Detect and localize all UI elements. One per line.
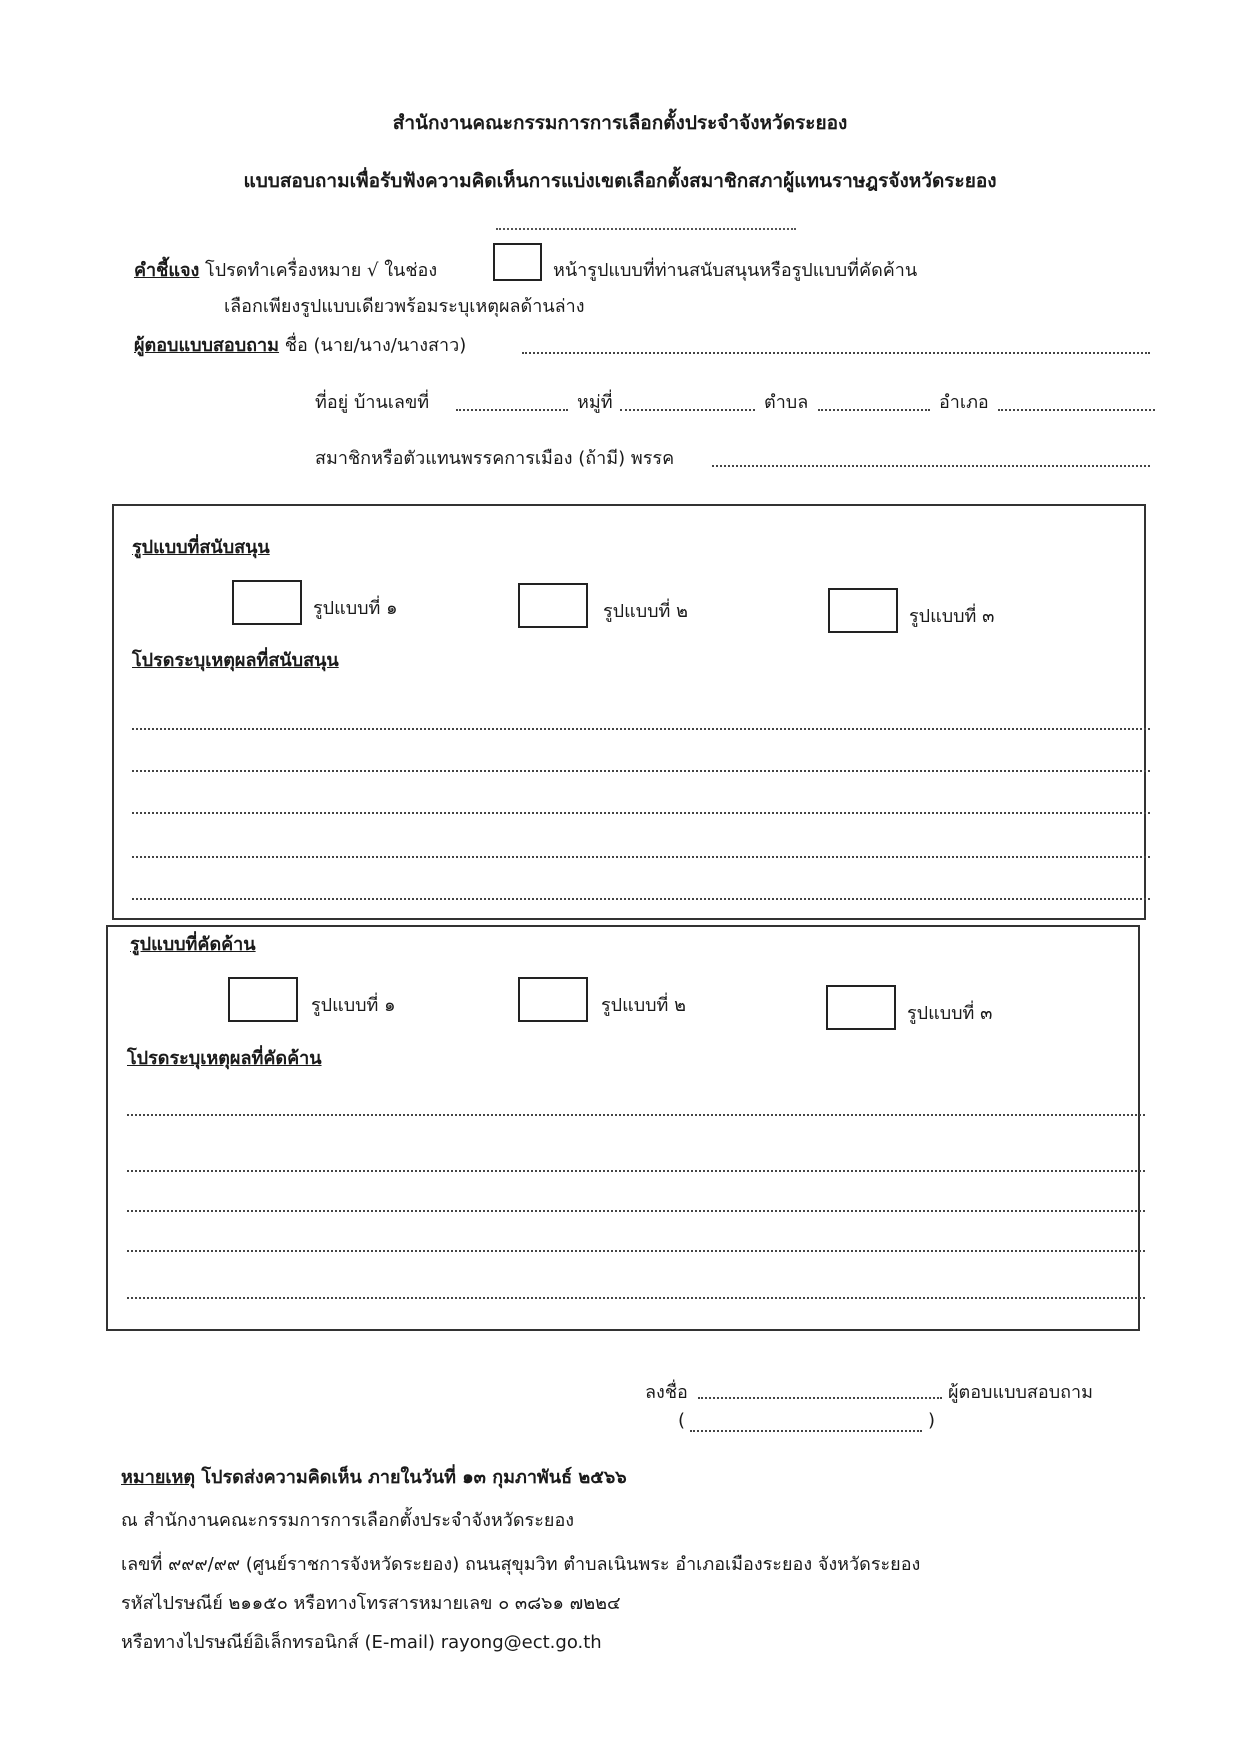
signature-field[interactable] xyxy=(698,1397,942,1399)
instruction-example-box xyxy=(493,243,542,281)
moo-field[interactable] xyxy=(620,409,755,411)
note-line4: หรือทางไปรษณีย์อิเล็กทรอนิกส์ (E-mail) rayong@ect.go.th xyxy=(121,1632,602,1653)
tambon-field[interactable] xyxy=(818,409,930,411)
party-field[interactable] xyxy=(712,465,1150,467)
note-label: หมายเหตุ xyxy=(121,1467,196,1488)
note-line3: รหัสไปรษณีย์ ๒๑๑๕๐ หรือทางโทรสารหมายเลข ๐ ๓๘๖๑ ๗๒๒๔ xyxy=(121,1593,621,1614)
note-line2: เลขที่ ๙๙๙/๙๙ (ศูนย์ราชการจังหวัดระยอง) ถนนสุขุมวิท ตำบลเนินพระ อำเภอเมืองระยอง จังหวัดระยอง xyxy=(121,1554,921,1575)
form-title: แบบสอบถามเพื่อรับฟังความคิดเห็นการแบ่งเขตเลือกตั้งสมาชิกสภาผู้แทนราษฎรจังหวัดระยอง xyxy=(243,170,997,192)
support-reason-label: โปรดระบุเหตุผลที่สนับสนุน xyxy=(132,650,339,671)
oppose-reason-line[interactable] xyxy=(127,1170,1145,1172)
oppose-reason-label: โปรดระบุเหตุผลที่คัดค้าน xyxy=(127,1048,322,1069)
title-separator xyxy=(496,228,796,230)
tambon-label: ตำบล xyxy=(764,392,809,413)
oppose-option-3-label: รูปแบบที่ ๓ xyxy=(907,1003,993,1024)
house-number-field[interactable] xyxy=(456,409,568,411)
support-option-1-checkbox[interactable] xyxy=(232,580,302,625)
support-option-1-label: รูปแบบที่ ๑ xyxy=(313,598,398,619)
amphoe-field[interactable] xyxy=(998,409,1155,411)
oppose-option-3-checkbox[interactable] xyxy=(826,985,896,1030)
close-paren: ) xyxy=(928,1410,936,1431)
support-reason-line[interactable] xyxy=(132,728,1150,730)
oppose-reason-line[interactable] xyxy=(127,1297,1145,1299)
note-deadline-row xyxy=(121,1462,627,1491)
support-option-2-checkbox[interactable] xyxy=(518,583,588,628)
oppose-option-2-checkbox[interactable] xyxy=(518,977,588,1022)
oppose-heading: รูปแบบที่คัดค้าน xyxy=(130,934,256,955)
respondent-label: ผู้ตอบแบบสอบถาม xyxy=(134,335,280,356)
support-heading: รูปแบบที่สนับสนุน xyxy=(132,537,270,558)
address-label: ที่อยู่ บ้านเลขที่ xyxy=(315,392,430,413)
note-deadline: โปรดส่งความคิดเห็น ภายในวันที่ ๑๓ กุมภาพันธ์ ๒๕๖๖ xyxy=(201,1467,627,1488)
support-reason-line[interactable] xyxy=(132,856,1150,858)
instructions-label: คำชี้แจง xyxy=(134,260,200,281)
support-reason-line[interactable] xyxy=(132,812,1150,814)
party-label: สมาชิกหรือตัวแทนพรรคการเมือง (ถ้ามี) พรรค xyxy=(315,448,675,469)
name-label: ชื่อ (นาย/นาง/นางสาว) xyxy=(284,335,467,356)
oppose-reason-line[interactable] xyxy=(127,1210,1145,1212)
open-paren: ( xyxy=(678,1410,686,1431)
note-line1: ณ สำนักงานคณะกรรมการการเลือกตั้งประจำจังหวัดระยอง xyxy=(121,1510,575,1531)
support-option-2-label: รูปแบบที่ ๒ xyxy=(603,601,688,622)
printed-name-field[interactable] xyxy=(690,1430,922,1432)
oppose-reason-line[interactable] xyxy=(127,1250,1145,1252)
instructions-text-before: โปรดทำเครื่องหมาย √ ในช่อง xyxy=(205,260,438,281)
moo-label: หมู่ที่ xyxy=(577,392,613,413)
oppose-option-2-label: รูปแบบที่ ๒ xyxy=(601,995,686,1016)
support-reason-line[interactable] xyxy=(132,898,1150,900)
office-title: สำนักงานคณะกรรมการการเลือกตั้งประจำจังหวัดระยอง xyxy=(392,112,848,134)
oppose-option-1-label: รูปแบบที่ ๑ xyxy=(311,995,396,1016)
support-option-3-checkbox[interactable] xyxy=(828,588,898,633)
oppose-reason-line[interactable] xyxy=(127,1114,1145,1116)
oppose-option-1-checkbox[interactable] xyxy=(228,977,298,1022)
name-field[interactable] xyxy=(522,352,1150,354)
instructions-line2: เลือกเพียงรูปแบบเดียวพร้อมระบุเหตุผลด้านล่าง xyxy=(224,296,585,317)
amphoe-label: อำเภอ xyxy=(939,392,989,413)
instructions-text-after: หน้ารูปแบบที่ท่านสนับสนุนหรือรูปแบบที่คัดค้าน xyxy=(553,260,918,281)
support-reason-line[interactable] xyxy=(132,770,1150,772)
respondent-name-row xyxy=(134,330,466,359)
support-option-3-label: รูปแบบที่ ๓ xyxy=(909,606,995,627)
signer-role: ผู้ตอบแบบสอบถาม xyxy=(948,1382,1094,1403)
instructions-line1 xyxy=(134,255,437,284)
sign-label: ลงชื่อ xyxy=(645,1382,688,1403)
